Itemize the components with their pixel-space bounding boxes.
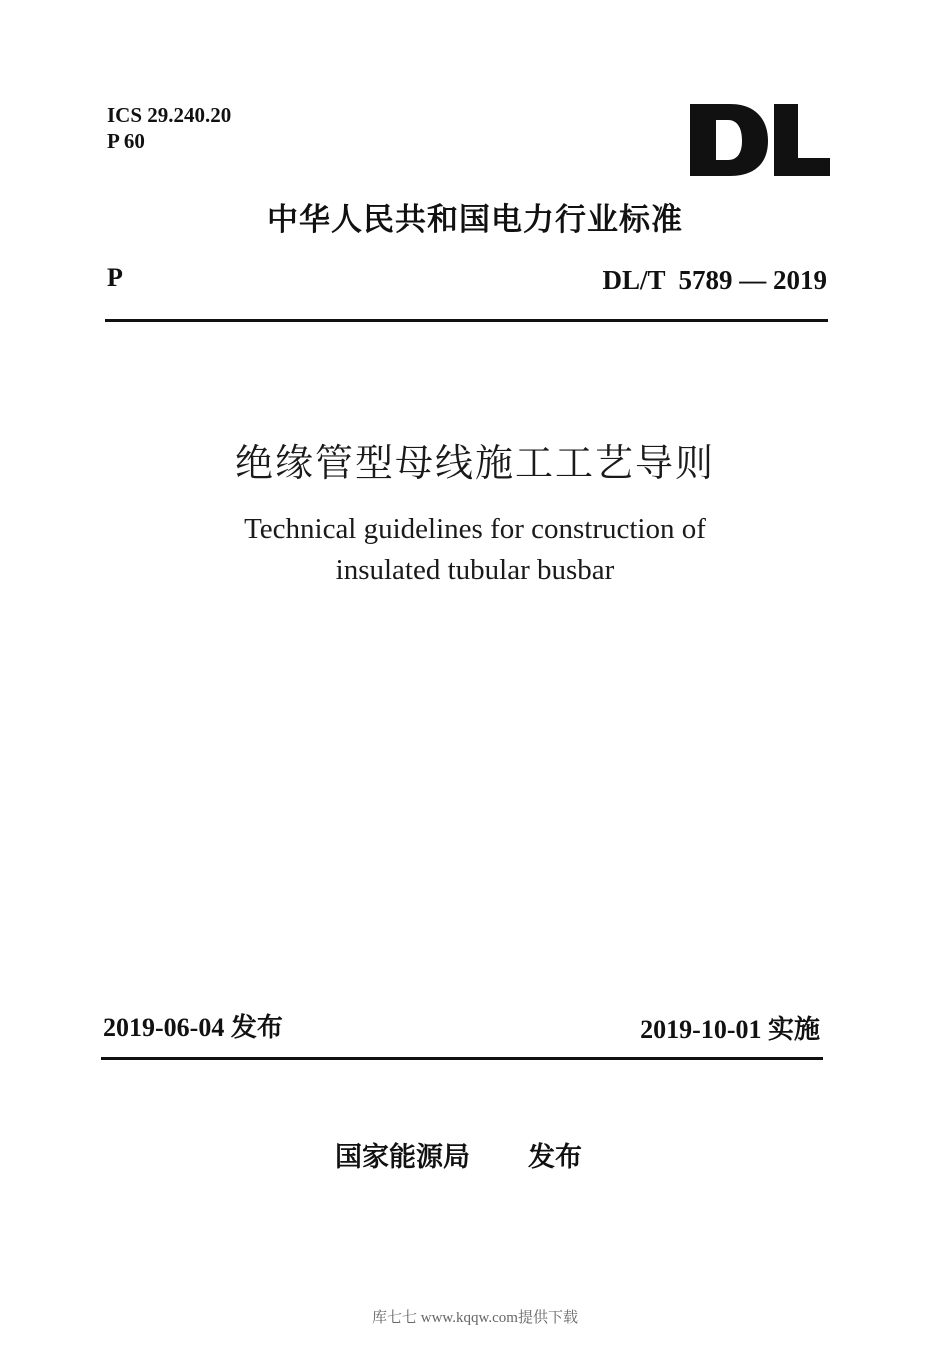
publisher-name: 国家能源局 bbox=[335, 1142, 470, 1173]
top-divider bbox=[105, 319, 828, 322]
standard-category: 中华人民共和国电力行业标准 bbox=[267, 202, 683, 238]
ics-code: ICS 29.240.20 bbox=[107, 103, 232, 127]
issue-date: 2019-06-04 发布 bbox=[103, 1013, 283, 1042]
standard-number: DL/T 5789 — 2019 bbox=[602, 265, 827, 295]
footer-note: 库七七 www.kqqw.com提供下载 bbox=[372, 1310, 578, 1326]
class-letter: P bbox=[107, 263, 123, 292]
implementation-date: 2019-10-01 实施 bbox=[640, 1015, 820, 1044]
bottom-divider bbox=[101, 1057, 823, 1060]
title-english-line1: Technical guidelines for construction of bbox=[244, 513, 706, 545]
title-english-line2: insulated tubular busbar bbox=[335, 554, 615, 586]
publish-label: 发布 bbox=[528, 1142, 582, 1173]
ccs-code: P 60 bbox=[107, 129, 145, 153]
dl-logo bbox=[686, 96, 832, 178]
title-chinese: 绝缘管型母线施工工艺导则 bbox=[234, 443, 715, 485]
